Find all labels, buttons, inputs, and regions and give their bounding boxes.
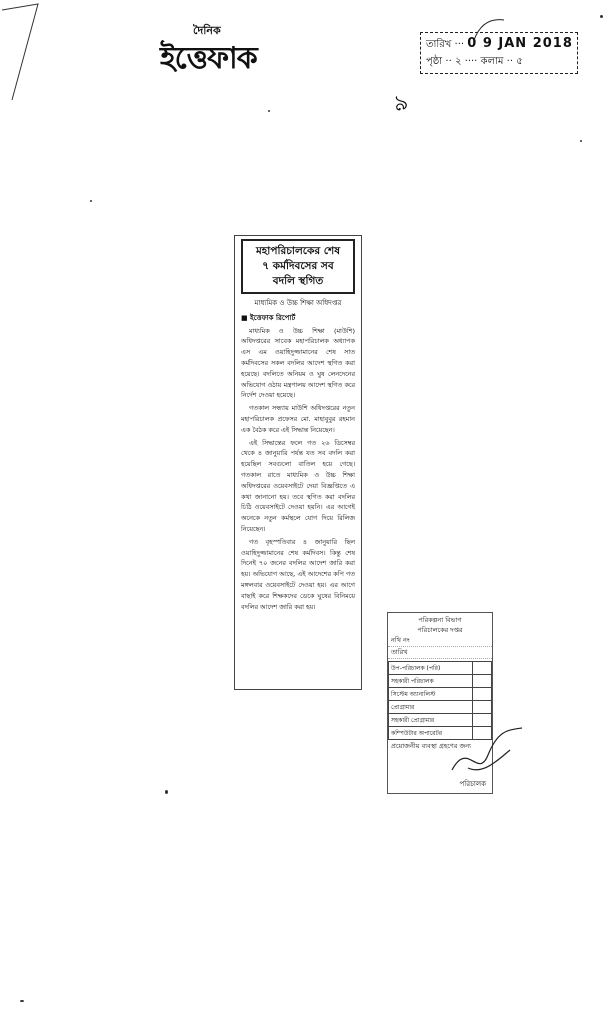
stamp-date-row: তারিখ ··· 0 9 JAN 2018 [426, 36, 573, 51]
routing-checkbox [473, 701, 492, 714]
stamp-date-value: 0 9 JAN 2018 [467, 36, 573, 51]
scan-speck [268, 110, 270, 112]
routing-footer: পরিচালক [459, 780, 486, 788]
clipping-headline [241, 239, 355, 294]
scan-speck [165, 790, 168, 794]
routing-row [389, 675, 492, 688]
clipping-paragraph: এই সিদ্ধান্তের ফলে গত ২৬ ডিসেম্বর থেকে ৪ জানুয়ারি পর্যন্ত যত সব বদলি করা হয়েছিল সবগুলো বাতিল হয়ে গেছে। গতকাল রাতে মাধ্যমিক ও উচ্চ শিক্ষা অধিদপ্তরের ওয়েবসাইটে দেয়া বিজ্ঞপ্তিতে এ কথা জানানো হয়। তবে স্থগিত করা বদলির চিঠি ওয়েবসাইটে দেওয়া হয়নি। এর আগেই অনেকে নতুন কর্মস্থলে যোগ দিয়ে রিলিজ নিয়েছেন। [241, 438, 355, 533]
routing-row-label: সহকারী প্রোগ্রামার [389, 714, 473, 727]
routing-row-label: প্রোগ্রামার [389, 701, 473, 714]
routing-row-label: সহকারী পরিচালক [389, 675, 473, 688]
clipping-subhead: মাধ্যমিক ও উচ্চ শিক্ষা অধিদপ্তর [254, 299, 342, 307]
routing-checkbox [473, 662, 492, 675]
routing-row-label: উপ-পরিচালক (পরি) [389, 662, 473, 675]
newspaper-masthead-title: ইত্তেফাক [160, 41, 257, 76]
signature-scribble [448, 720, 528, 790]
stamp-page-label: পৃষ্ঠা [426, 56, 443, 67]
routing-header-line: পরিচালকের দপ্তর [417, 626, 463, 634]
routing-note: প্রয়োজনীয় ব্যবস্থা গ্রহণের জন্য [391, 742, 472, 750]
routing-row-label: সিস্টেম অ্যানালিস্ট [389, 688, 473, 701]
stamp-page-value: ২ [454, 56, 462, 67]
handwritten-mark: ৯ [391, 89, 411, 118]
headline-line: বদলি স্থগিত [272, 275, 324, 287]
headline-line: ৭ কর্মদিবসের সব [262, 260, 334, 272]
routing-line: নথি নং [388, 635, 492, 647]
clipping-byline: ■ ইত্তেফাক রিপোর্ট [241, 313, 296, 322]
scan-edge-line [0, 0, 50, 110]
stamp-column-value: ৫ [516, 56, 523, 67]
routing-line: তারিখ [388, 647, 492, 659]
clipping-paragraph: মাধ্যমিক ও উচ্চ শিক্ষা (মাউশি) অধিদপ্তরের সাবেক মহাপরিচালক অধ্যাপক এস এম ওয়াহিদুজ্জামানের শেষ সাত কর্মদিবসের সকল বদলির আদেশ স্থগিত করা হয়েছে। বদলিতে অনিয়ম ও ঘুষ লেনদেনের অভিযোগ ওঠায় মন্ত্রণালয় আদেশ স্থগিত করে নির্দেশ দেওয়া হয়েছে। [241, 326, 355, 400]
routing-row-label: কম্পিউটার অপারেটর [389, 727, 473, 740]
clipping-paragraph: গতকাল সন্ধ্যায় মাউশি অধিদপ্তরের নতুন মহাপরিচালক প্রফেসর মো. মাহাবুবুর রহমান এক বৈঠক করে এই সিদ্ধান্ত নিয়েছেন। [241, 404, 355, 434]
newspaper-masthead-label: দৈনিক [193, 24, 221, 37]
routing-checkbox [473, 688, 492, 701]
stamp-column-label: কলাম [480, 56, 504, 67]
scan-speck [580, 140, 582, 142]
scan-speck [90, 200, 92, 202]
news-clipping [234, 235, 362, 690]
clipping-paragraph: গত বৃহস্পতিবার ৪ জানুয়ারি ছিল ওয়াহিদুজ্জামানের শেষ কর্মদিবস। কিন্তু শেষ দিনেই ৭০ জনের বদলির আদেশ জারি করা হয়। অভিযোগ আছে, এই আদেশের কপি গত মঙ্গলবার ওয়েবসাইটে দেওয়া হয়। এর আগে বাছাই করে শিক্ষকদের ডেকে ঘুষের বিনিময়ে বদলির আদেশ জারি করা হয়। [241, 537, 355, 611]
routing-header-line: পরিকল্পনা বিভাগ [418, 616, 462, 624]
scan-speck [600, 15, 603, 18]
routing-row [389, 688, 492, 701]
stamp-scribble [470, 14, 510, 44]
routing-row [389, 701, 492, 714]
stamp-page-row: পৃষ্ঠা ·· ২ ···· কলাম ·· ৫ [426, 56, 523, 67]
scan-speck [20, 1000, 24, 1002]
routing-header [388, 613, 492, 635]
headline-line: মহাপরিচালকের শেষ [255, 245, 341, 257]
stamp-date-label: তারিখ [426, 39, 452, 50]
routing-row [389, 662, 492, 675]
routing-checkbox [473, 675, 492, 688]
